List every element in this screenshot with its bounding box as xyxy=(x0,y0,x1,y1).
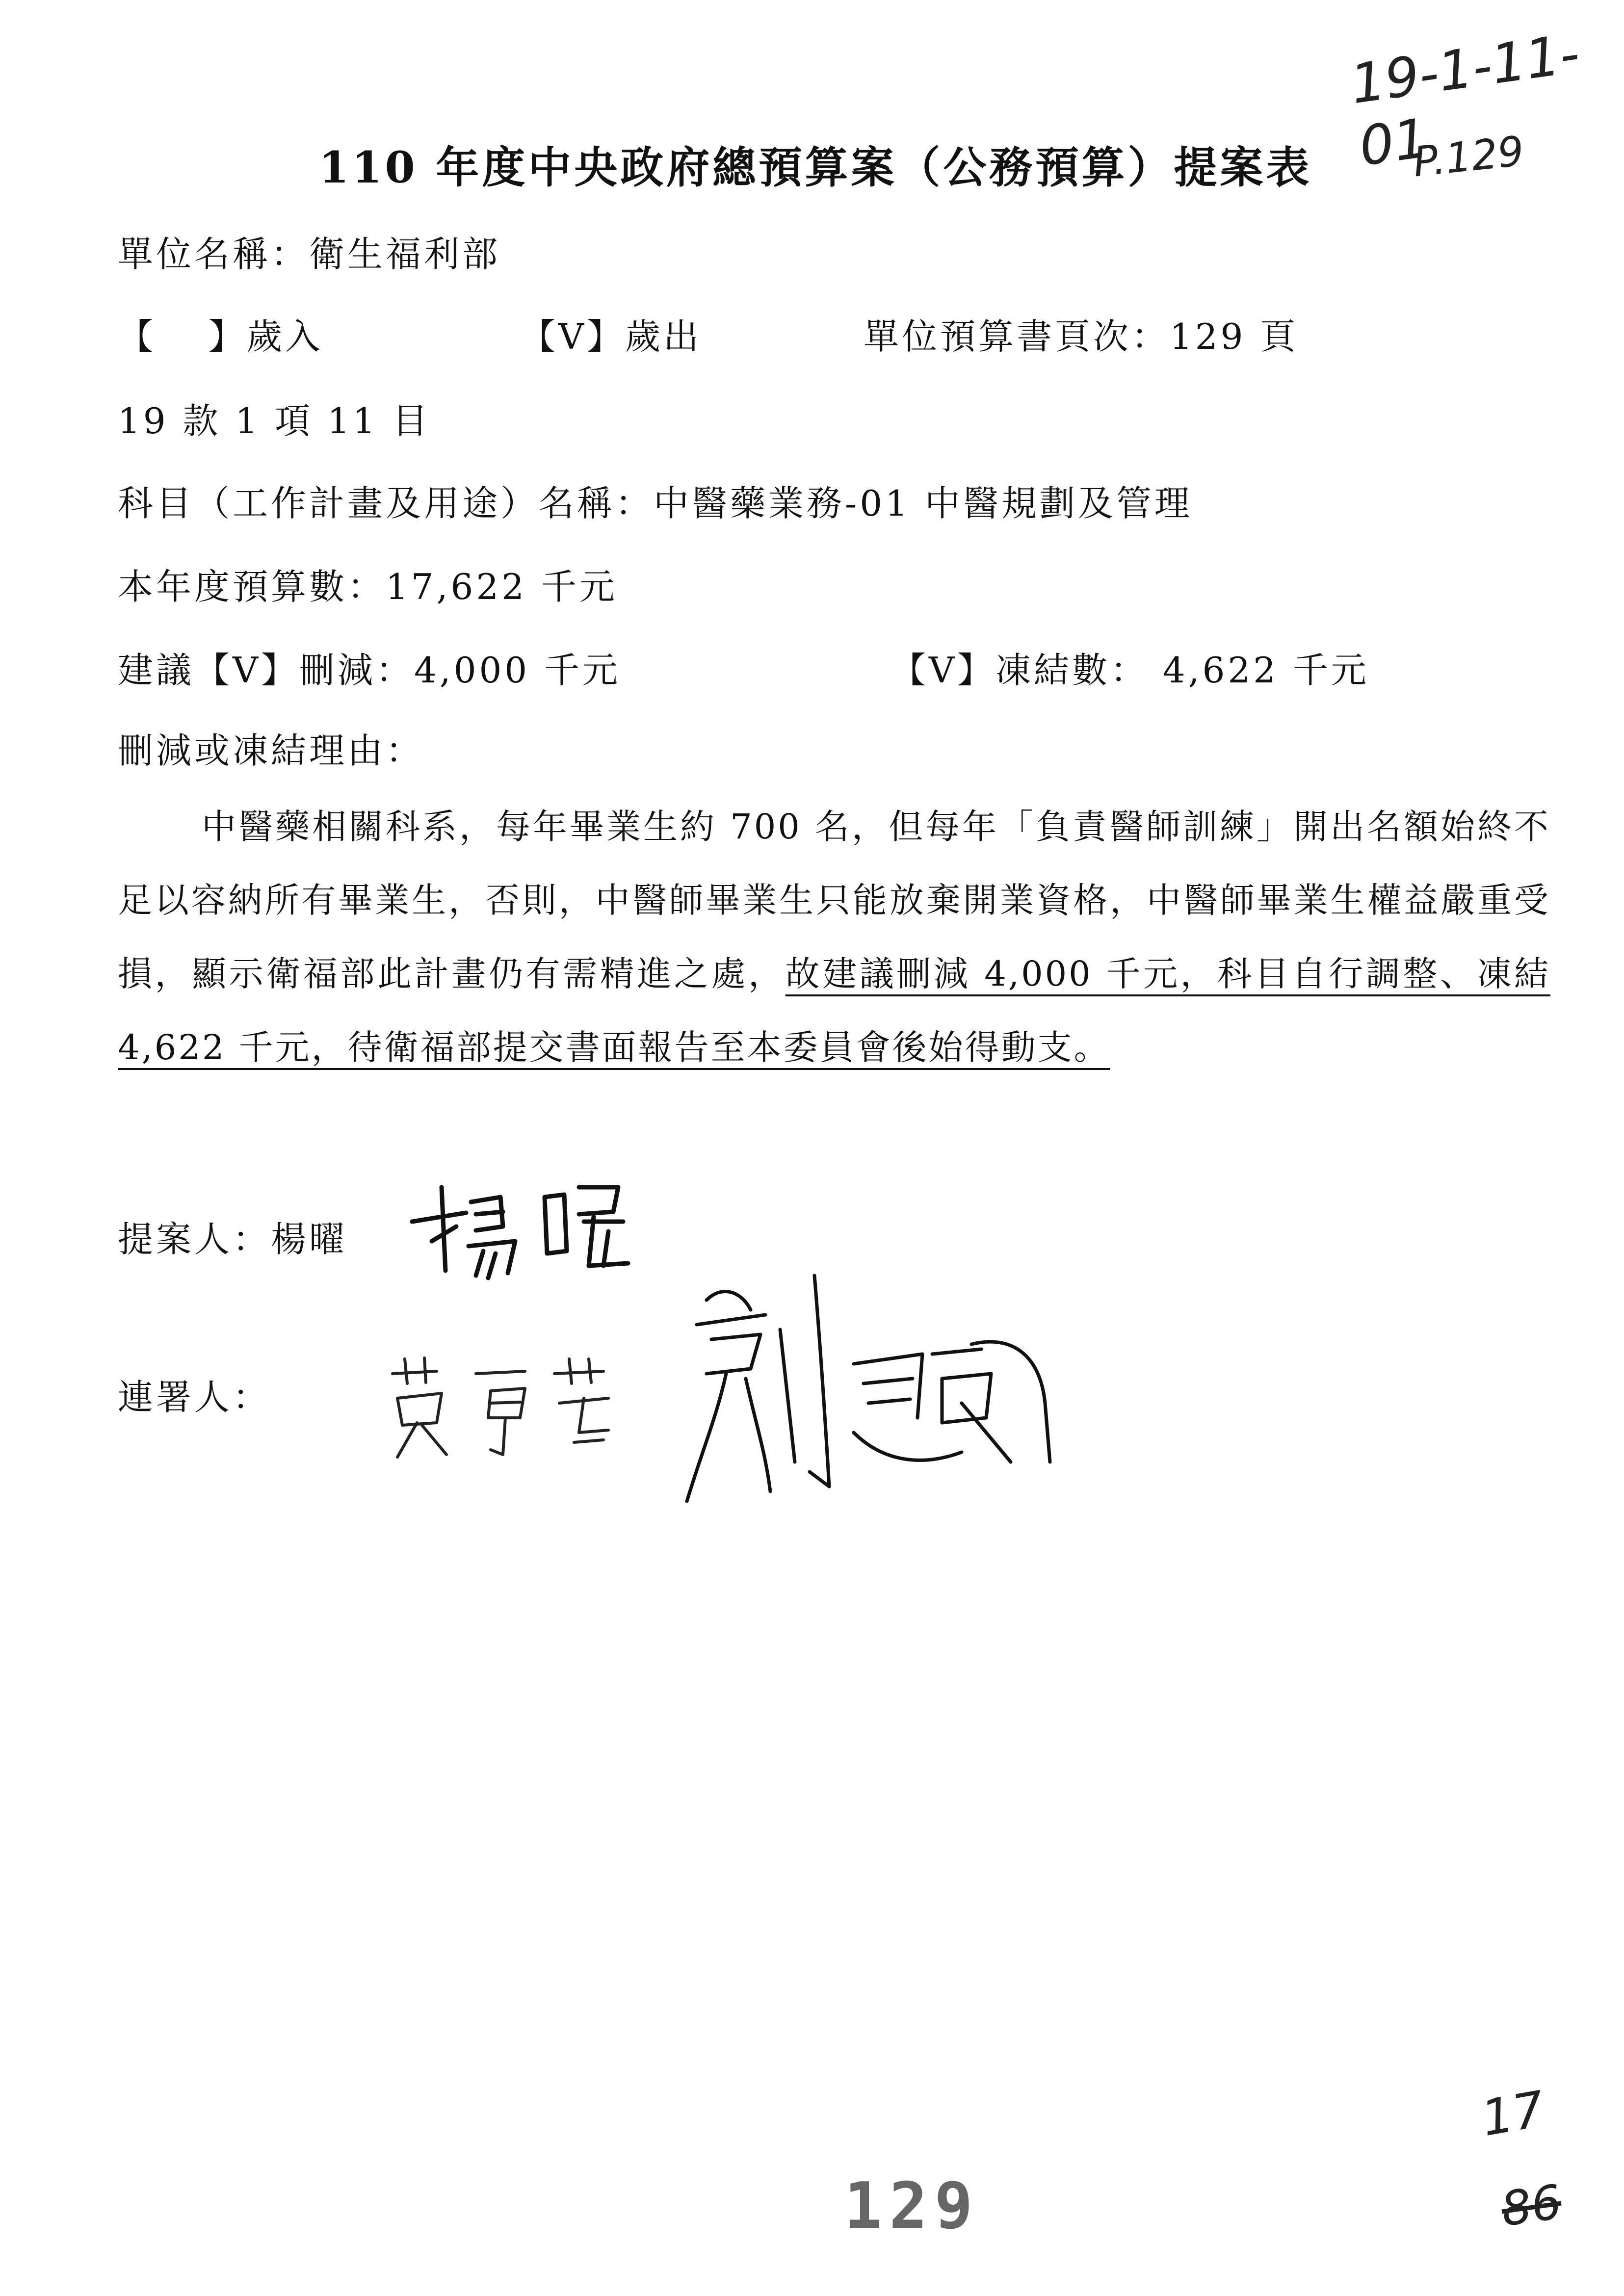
handwritten-mark-top: 17 xyxy=(1477,2080,1549,2148)
handwritten-mark-bottom: 86 xyxy=(1497,2174,1565,2237)
proposer-label: 提案人：楊曜 xyxy=(118,1219,348,1260)
cosigner-signature-1 xyxy=(378,1344,653,1472)
subject-name: 科目（工作計畫及用途）名稱：中醫藥業務-01 中醫規劃及管理 xyxy=(118,483,1193,524)
reason-underlined: 故建議刪減 4,000 千元，科目自行調整、凍結 4,622 千元，待衛福部提交書面報告至本委員會後始得動支。 xyxy=(118,954,1550,1068)
cosigner-label: 連署人： xyxy=(118,1377,271,1418)
reason-label: 刪減或凍結理由： xyxy=(118,730,424,771)
reason-paragraph xyxy=(118,790,1550,1084)
proposed-cut: 建議【V】刪減：4,000 千元 xyxy=(118,650,621,691)
cosigner-signature-2 xyxy=(667,1256,1070,1531)
item-code: 19 款 1 項 11 目 xyxy=(118,400,431,442)
budget-book-page: 單位預算書頁次：129 頁 xyxy=(864,316,1299,357)
unit-name: 單位名稱：衛生福利部 xyxy=(118,234,501,275)
budget-amount: 本年度預算數：17,622 千元 xyxy=(118,566,618,607)
handwritten-page-ref: P.129 xyxy=(1411,127,1526,186)
proposer-signature xyxy=(402,1168,638,1285)
handwritten-code: 19-1-11-01 xyxy=(1346,22,1584,179)
proposed-freeze: 【V】凍結數： 4,622 千元 xyxy=(891,650,1369,691)
reason-text: 中醫藥相關科系，每年畢業生約 700 名，但每年「負責醫師訓練」開出名額始終不足以容納所有畢業生，否則，中醫師畢業生只能放棄開業資格，中醫師畢業生權益嚴重受損，顯示衛福部此計畫仍有需精進之處， xyxy=(118,807,1550,994)
expense-checkbox: 【V】歲出 xyxy=(520,316,702,357)
form-title: 110 年度中央政府總預算案（公務預算）提案表 xyxy=(319,142,1312,193)
page-number: 129 xyxy=(844,2168,980,2243)
revenue-checkbox: 【 】歲入 xyxy=(118,316,323,357)
